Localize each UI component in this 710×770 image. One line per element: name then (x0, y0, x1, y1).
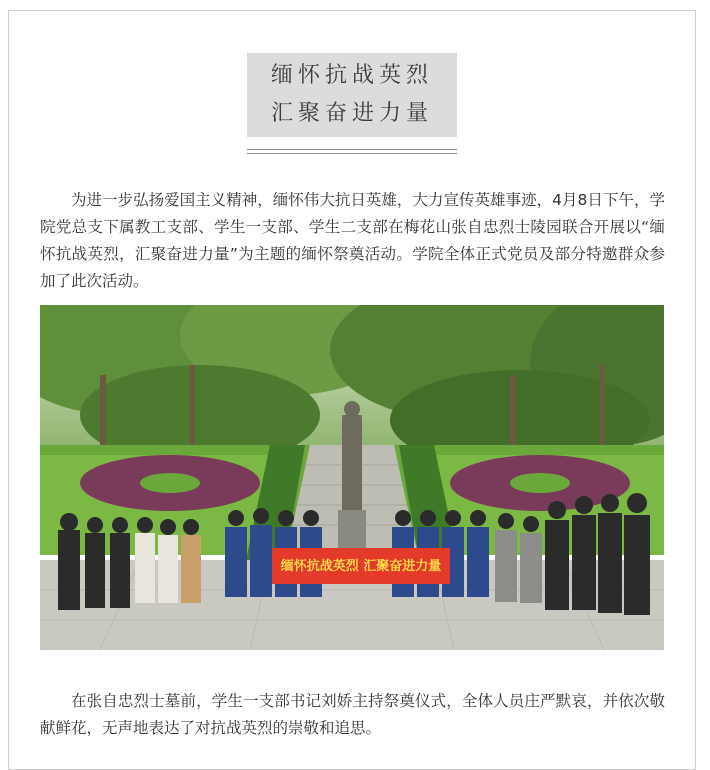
second-paragraph: 在张自忠烈士墓前，学生一支部书记刘娇主持祭奠仪式，全体人员庄严默哀，并依次敬献鲜花，无声地表达了对抗战英烈的崇敬和追思。 (40, 692, 665, 737)
group-photo (40, 305, 664, 650)
title-divider-top (247, 149, 457, 150)
article-title (247, 53, 457, 137)
banner-text: 缅怀抗战英烈 汇聚奋进力量 (280, 559, 442, 574)
title-line-2: 汇聚奋进力量 (270, 101, 433, 126)
title-line-1: 缅怀抗战英烈 (270, 63, 433, 88)
group-photo-image (40, 305, 664, 650)
intro-paragraph: 为进一步弘扬爱国主义精神，缅怀伟大抗日英雄，大力宣传英雄事迹，4月8日下午，学院党总支下属教工支部、学生一支部、学生二支部在梅花山张自忠烈士陵园联合开展以“缅怀抗战英烈，汇聚奋进力量”为主题的缅怀祭奠活动。学院全体正式党员及部分特邀群众参加了此次活动。 (40, 191, 665, 290)
title-divider-bottom (247, 153, 457, 154)
